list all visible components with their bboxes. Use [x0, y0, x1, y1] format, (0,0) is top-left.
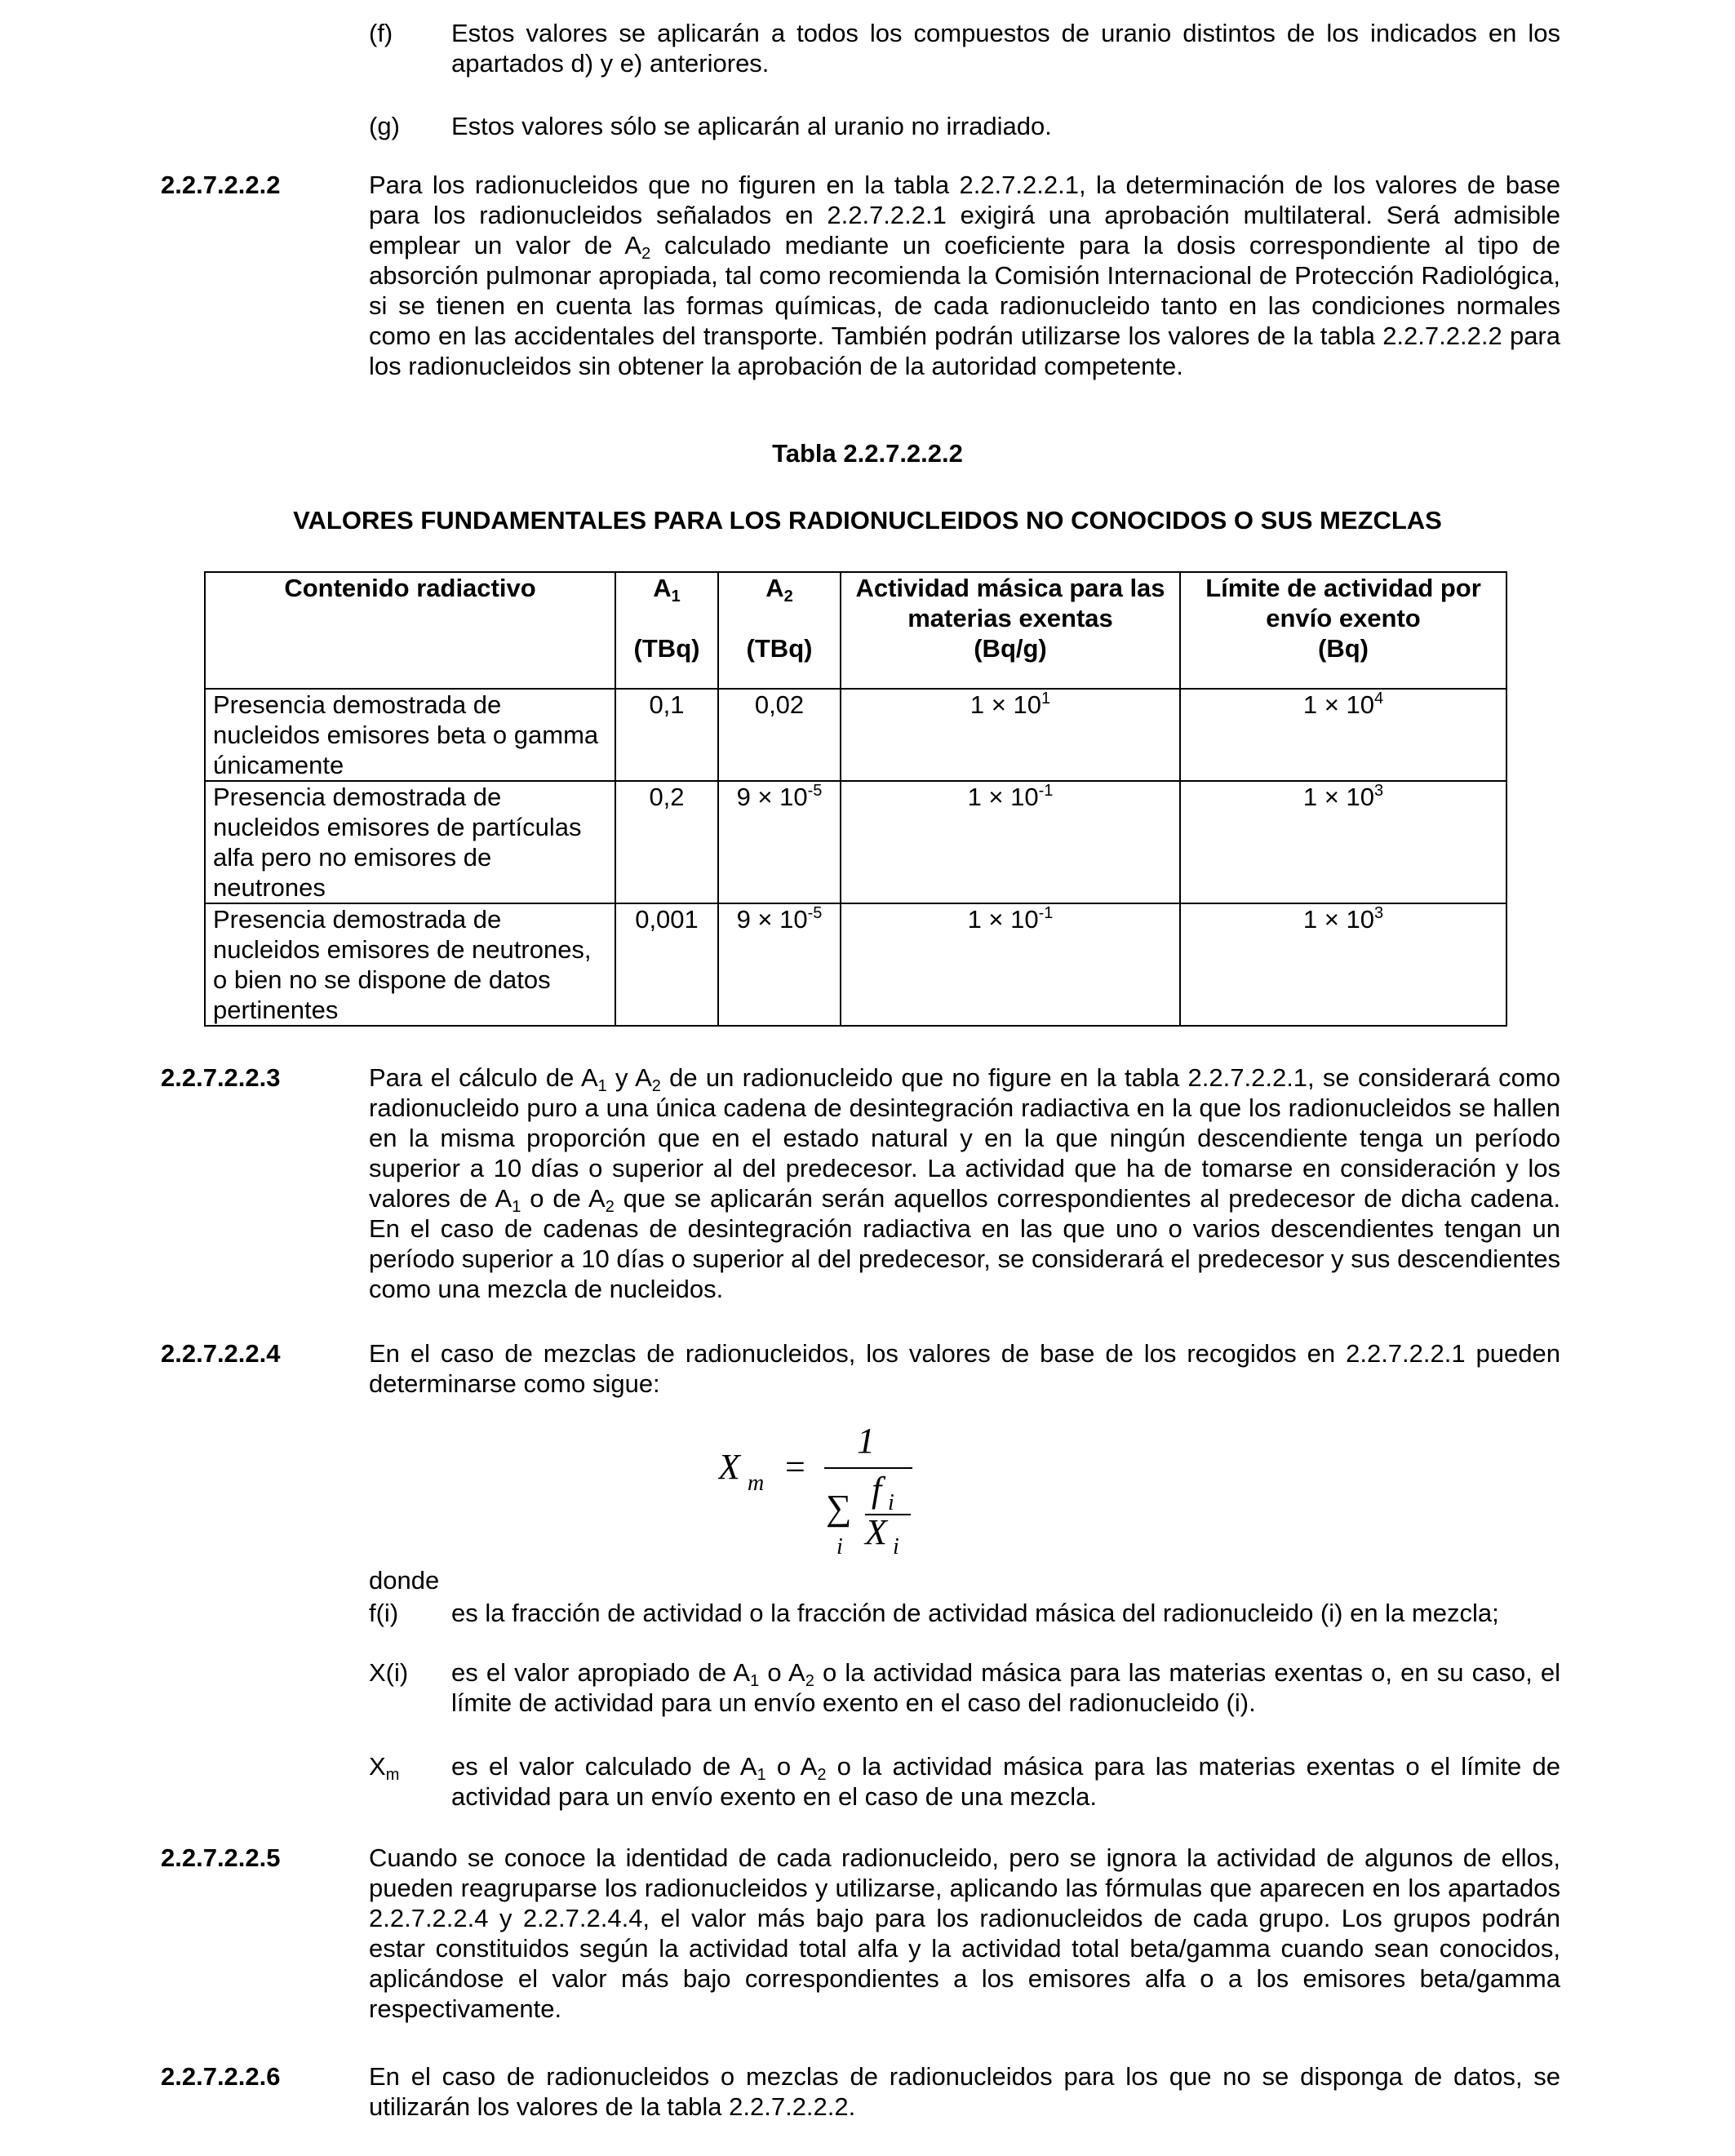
definition-symbol: X(i): [369, 1658, 409, 1687]
paragraph-text: En el caso de mezclas de radionucleidos, los valores de base de los recogidos en 2.2.7.2.2.1 pueden determinarse como sigue:: [369, 1339, 1560, 1398]
paragraph-2-2-7-2-2-3: [161, 1062, 1560, 1304]
paragraph-2-2-7-2-2-2: [161, 170, 1560, 381]
note-label: (f): [369, 19, 393, 47]
radionuclide-table: [204, 571, 1507, 1027]
header-activity: Actividad másica para las materias exentas (Bq/g): [841, 572, 1180, 689]
cell-a2: $9 \times 10^{-5}$: [718, 781, 841, 903]
table-title: VALORES FUNDAMENTALES PARA LOS RADIONUCLEIDOS NO CONOCIDOS O SUS MEZCLAS: [293, 506, 1442, 535]
paragraph-2-2-7-2-2-6: [161, 2061, 1560, 2122]
where-label: donde: [369, 1566, 440, 1595]
table-caption: Tabla 2.2.7.2.2.2: [772, 439, 963, 468]
cell-activity: $1 \times 10^1$: [841, 689, 1180, 781]
definition-fi: [369, 1598, 1560, 1628]
note-g: [369, 111, 1560, 141]
definition-text: es el valor calculado de $A_1$ o $A_2$ o la actividad másica para las materias exentas o el límite de actividad para un envío exento en el caso de una mezcla.: [451, 1752, 1560, 1811]
cell-limit: $1 \times 10^4$: [1180, 689, 1506, 781]
header-limit: Límite de actividad por envío exento (Bq): [1180, 572, 1506, 689]
cell-activity: $1 \times 10^{-1}$: [841, 781, 1180, 903]
paragraph-text: Para el cálculo de $A_1$ y $A_2$ de un radionucleido que no figure en la tabla 2.2.7.2.2.1, se considerará como radionucleido puro a una única cadena de desintegración radiactiva en la que los radionucleidos se hallen en la misma proporción que en el estado natural y en la que ningún descendiente tenga un período superior a 10 días o superior al del predecesor. La actividad que ha de tomarse en consideración y los valores de $A_1$ o de $A_2$ que se aplicarán serán aquellos correspondientes al predecesor de dicha cadena. En el caso de cadenas de desintegración radiactiva en las que uno o varios descendientes tengan un período superior a 10 días o superior al del predecesor, se considerará el predecesor y sus descendientes como una mezcla de nucleidos.: [369, 1063, 1561, 1303]
cell-a2: 0,02: [718, 689, 841, 781]
cell-a1: 0,2: [615, 781, 718, 903]
header-a2: $A_2$ (TBq): [718, 572, 841, 689]
paragraph-number: 2.2.7.2.2.2: [161, 171, 281, 199]
note-label: (g): [369, 112, 400, 140]
paragraph-number: 2.2.7.2.2.3: [161, 1063, 281, 1092]
formula-sigma: ∑: [826, 1488, 852, 1528]
table-row: [205, 781, 1506, 903]
definition-symbol: $X_m$: [369, 1752, 400, 1784]
cell-activity: $1 \times 10^{-1}$: [841, 903, 1180, 1026]
paragraph-text: Para los radionucleidos que no figuren en la tabla 2.2.7.2.2.1, la determinación de los valores de base para los radionucleidos señalados en 2.2.7.2.2.1 exigirá una aprobación multilateral. Será admisible emplear un valor de $A_2$ calculado mediante un coeficiente para la dosis correspondiente al tipo de absorción pulmonar apropiada, tal como recomienda la Comisión Internacional de Protección Radiológica, si se tienen en cuenta las formas químicas, de cada radionucleido tanto en las condiciones normales como en las accidentales del transporte. También podrán utilizarse los valores de la tabla 2.2.7.2.2.2 para los radionucleidos sin obtener la aprobación de la autoridad competente.: [369, 171, 1560, 380]
formula-f-sub: i: [888, 1490, 894, 1515]
formula-equals: =: [785, 1447, 805, 1487]
header-a1: $A_1$ (TBq): [615, 572, 718, 689]
cell-a1: 0,001: [615, 903, 718, 1026]
paragraph-2-2-7-2-2-4: [161, 1338, 1560, 1399]
header-content: Contenido radiactivo: [205, 572, 615, 689]
definition-xi: [369, 1657, 1560, 1718]
definition-text: es la fracción de actividad o la fracción de actividad másica del radionucleido (i) en la mezcla;: [451, 1599, 1499, 1627]
formula-f: f: [872, 1470, 882, 1510]
cell-a1: 0,1: [615, 689, 718, 781]
definition-symbol: f(i): [369, 1599, 399, 1627]
paragraph-text: En el caso de radionucleidos o mezclas de radionucleidos para los que no se disponga de datos, se utilizarán los valores de la tabla 2.2.7.2.2.2.: [369, 2062, 1560, 2121]
note-f: [369, 18, 1560, 78]
paragraph-number: 2.2.7.2.2.4: [161, 1339, 281, 1368]
paragraph-2-2-7-2-2-5: [161, 1843, 1560, 2024]
table-row: [205, 903, 1506, 1026]
cell-content: Presencia demostrada de nucleidos emisores beta o gamma únicamente: [205, 689, 615, 781]
cell-content: Presencia demostrada de nucleidos emisores de partículas alfa pero no emisores de neutrones: [205, 781, 615, 903]
table-row: [205, 689, 1506, 781]
paragraph-text: Cuando se conoce la identidad de cada radionucleido, pero se ignora la actividad de algunos de ellos, pueden reagruparse los radionucleidos y utilizarse, aplicando las fórmulas que aparecen en los apartados 2.2.7.2.2.4 y 2.2.7.2.4.4, el valor más bajo para los radionucleidos de cada grupo. Los grupos podrán estar constituidos según la actividad total alfa y la actividad total beta/gamma cuando sean conocidos, aplicándose el valor más bajo correspondientes a los emisores alfa o a los emisores beta/gamma respectivamente.: [369, 1843, 1560, 2023]
note-text: Estos valores sólo se aplicarán al uranio no irradiado.: [451, 112, 1052, 140]
formula-lhs: X: [718, 1447, 740, 1487]
formula-x-sub: i: [893, 1534, 899, 1559]
formula-x: X: [865, 1512, 887, 1552]
definition-text: es el valor apropiado de $A_1$ o $A_2$ o la actividad másica para las materias exentas o, en su caso, el límite de actividad para un envío exento en el caso del radionucleido (i).: [451, 1658, 1561, 1717]
cell-content: Presencia demostrada de nucleidos emisores de neutrones, o bien no se dispone de datos pertinentes: [205, 903, 615, 1026]
mixture-formula: [718, 1420, 1012, 1567]
cell-limit: $1 \times 10^3$: [1180, 781, 1506, 903]
paragraph-number: 2.2.7.2.2.6: [161, 2062, 281, 2091]
formula-sigma-sub: i: [836, 1534, 843, 1559]
cell-a2: $9 \times 10^{-5}$: [718, 903, 841, 1026]
formula-lhs-sub: m: [748, 1471, 765, 1496]
paragraph-number: 2.2.7.2.2.5: [161, 1843, 281, 1872]
definition-xm: [369, 1751, 1560, 1812]
table-header-row: [205, 572, 1506, 689]
note-text: Estos valores se aplicarán a todos los compuestos de uranio distintos de los indicados en los apartados d) y e) anteriores.: [451, 19, 1560, 78]
cell-limit: $1 \times 10^3$: [1180, 903, 1506, 1026]
formula-numerator: 1: [857, 1421, 875, 1461]
